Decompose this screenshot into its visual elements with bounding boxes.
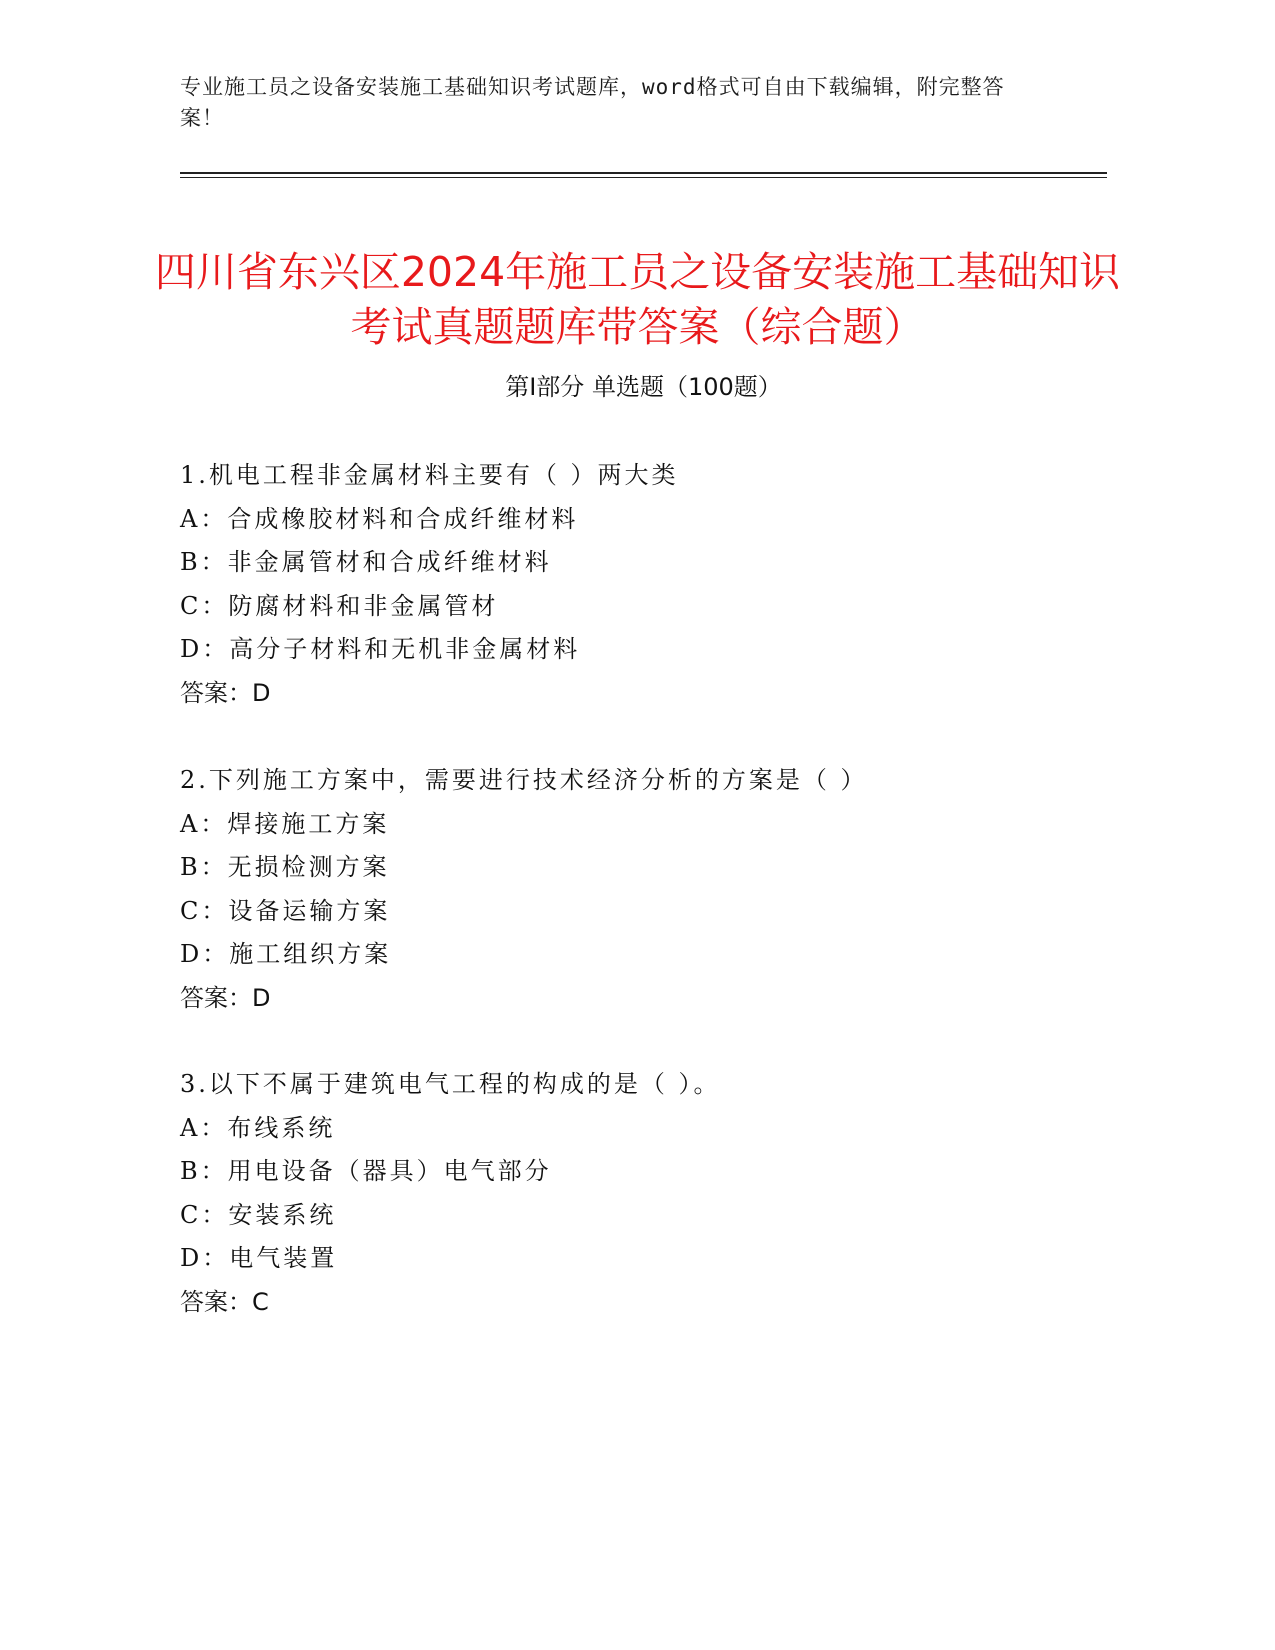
header-note: 专业施工员之设备安装施工基础知识考试题库，word格式可自由下载编辑，附完整答案！	[180, 75, 1005, 130]
option-a: A：焊接施工方案	[180, 809, 390, 838]
document-title: 四川省东兴区2024年施工员之设备安装施工基础知识考试真题题库带答案（综合题）	[154, 248, 1121, 352]
option-c: C：设备运输方案	[180, 896, 391, 925]
header-rule-thick	[180, 172, 1107, 174]
header-rule-thin	[180, 177, 1107, 178]
answer: 答案：D	[180, 983, 271, 1012]
question-1	[180, 454, 1107, 716]
option-c: C：安装系统	[180, 1200, 337, 1229]
question-stem: 1.机电工程非金属材料主要有（ ）两大类	[180, 461, 679, 489]
question-stem: 2.下列施工方案中，需要进行技术经济分析的方案是（ ）	[180, 766, 868, 794]
option-d: D：电气装置	[180, 1244, 338, 1273]
option-d: D：施工组织方案	[180, 940, 392, 969]
answer: 答案：C	[180, 1287, 269, 1316]
answer: 答案：D	[180, 678, 271, 707]
question-2	[180, 759, 1107, 1021]
option-a: A：合成橡胶材料和合成纤维材料	[180, 504, 579, 533]
option-b: B：无损检测方案	[180, 853, 390, 882]
question-3	[180, 1063, 1107, 1325]
option-b: B：非金属管材和合成纤维材料	[180, 548, 552, 577]
section-heading: 第Ⅰ部分 单选题（100题）	[505, 373, 782, 401]
question-stem: 3.以下不属于建筑电气工程的构成的是（ ）。	[180, 1070, 721, 1098]
option-d: D：高分子材料和无机非金属材料	[180, 635, 581, 664]
option-b: B：用电设备（器具）电气部分	[180, 1157, 552, 1186]
option-c: C：防腐材料和非金属管材	[180, 591, 499, 620]
option-a: A：布线系统	[180, 1113, 336, 1142]
